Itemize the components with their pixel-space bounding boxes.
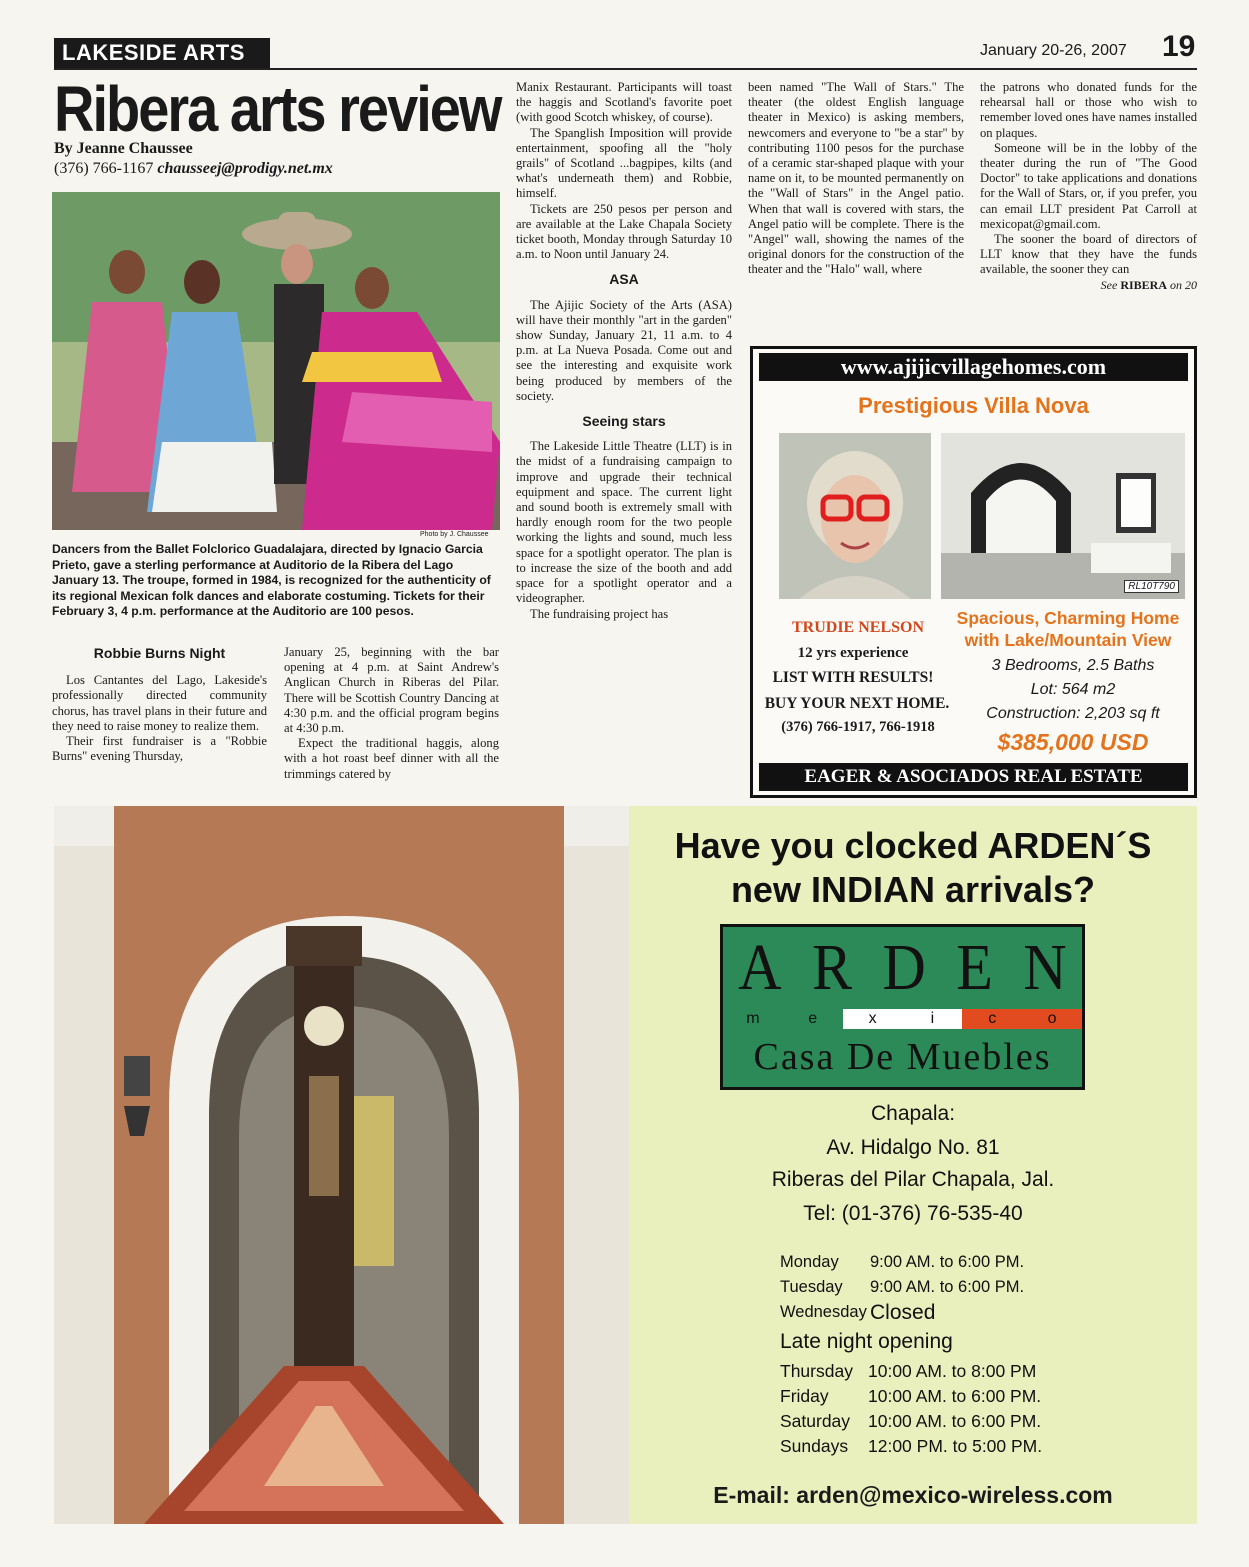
house-photo	[941, 433, 1185, 599]
hours-row	[780, 1434, 1042, 1459]
hours-day: Wednesday	[780, 1303, 867, 1321]
logo-band-letter: c	[962, 1009, 1022, 1029]
agent-portrait	[779, 433, 931, 599]
hours-row	[780, 1384, 1042, 1409]
hours-time: 10:00 AM. to 8:00 PM	[868, 1361, 1037, 1381]
hours-time: 9:00 AM. to 6:00 PM.	[870, 1253, 1025, 1271]
arden-hallway-photo	[54, 806, 629, 1524]
listing-feature-line-1: Spacious, Charming Home	[956, 608, 1180, 628]
logo-letter: R	[812, 930, 853, 1004]
photo-caption: Dancers from the Ballet Folclorico Guadalajara, directed by Ignacio Garcia Prieto, gave a sterling performance at Auditorio de la Ribera del Lago January 13. The troupe, formed in 1984, is recognized for the authenticity of its regional Mexican folk dances and elaborate costuming. Tickets for their February 3, 4 p.m. performance at the Auditorio are 100 pesos.	[52, 542, 491, 618]
page-number: 19	[1162, 30, 1196, 63]
agent-experience: 12 yrs experience	[797, 645, 909, 661]
logo-band-letter: m	[723, 1009, 783, 1029]
listing-bedrooms: 3 Bedrooms, 2.5 Baths	[991, 657, 1155, 674]
logo-subtitle: Casa De Muebles	[753, 1036, 1052, 1078]
author-email[interactable]: chausseej@prodigy.net.mx	[157, 160, 333, 177]
hours-time: 10:00 AM. to 6:00 PM.	[868, 1411, 1042, 1431]
logo-band-letter: i	[902, 1009, 962, 1029]
article-column-1	[52, 646, 267, 764]
late-night-label: Late night opening	[780, 1330, 953, 1353]
article-headline: Ribera arts review	[54, 72, 501, 145]
realestate-url[interactable]: www.ajijicvillagehomes.com	[759, 353, 1188, 381]
dancers-photo	[52, 192, 500, 530]
agency-name: EAGER & ASOCIADOS REAL ESTATE	[759, 763, 1188, 791]
see-prefix: See	[1100, 277, 1118, 292]
hours-day: Saturday	[780, 1411, 851, 1431]
logo-letter: N	[1023, 930, 1067, 1004]
paragraph: Los Cantantes del Lago, Lakeside's professionally directed community chorus, has travel plans in their future and they need to raise money to realize them.	[52, 673, 267, 733]
arden-headline	[629, 824, 1197, 912]
hours-day: Thursday	[780, 1361, 853, 1381]
arden-ad	[54, 806, 1197, 1524]
subhead-robbie-burns: Robbie Burns Night	[93, 645, 226, 661]
article-column-2	[284, 645, 499, 782]
hours-day: Sundays	[780, 1436, 849, 1456]
listing-construction: Construction: 2,203 sq ft	[986, 705, 1160, 722]
logo-mexico-band	[723, 1009, 1082, 1029]
paragraph: Tickets are 250 pesos per person and are available at the Lake Chapala Society ticket booth, Monday through Saturday 10 a.m. to Noon until January 24.	[516, 201, 732, 262]
real-estate-ad	[750, 346, 1197, 798]
hours-row	[780, 1275, 1042, 1300]
header-rule	[54, 68, 1197, 70]
listing-feature	[943, 607, 1193, 651]
listing-price: $385,000 USD	[997, 729, 1149, 755]
article-column-3	[516, 80, 732, 622]
logo-wordmark	[723, 930, 1082, 1006]
author-phone: (376) 766-1167	[54, 160, 154, 177]
arden-email[interactable]: E-mail: arden@mexico-wireless.com	[713, 1482, 1113, 1508]
paragraph: The Spanglish Imposition will provide entertainment, spoofing all the "holy grails" of Scotland ...bagpipes, kilts (and what's underneath them) and Robbie, himself.	[516, 125, 732, 201]
arden-area: Riberas del Pilar Chapala, Jal.	[771, 1168, 1055, 1191]
arden-street: Av. Hidalgo No. 81	[826, 1136, 1000, 1159]
hours-row	[780, 1300, 1042, 1325]
section-tag: LAKESIDE ARTS	[54, 38, 270, 68]
logo-letter: D	[882, 930, 926, 1004]
hours-row	[780, 1250, 1042, 1275]
hours-row	[780, 1409, 1042, 1434]
issue-date: January 20-26, 2007	[980, 42, 1127, 59]
arden-headline-line-2: new INDIAN arrivals?	[730, 869, 1096, 910]
paragraph: The sooner the board of directors of LLT know that they have the funds available, the sooner they can	[980, 232, 1197, 277]
arden-tel: Tel: (01-376) 76-535-40	[803, 1202, 1023, 1225]
author-contact	[54, 160, 333, 178]
article-column-5	[980, 80, 1197, 293]
hours-time: 9:00 AM. to 6:00 PM.	[870, 1278, 1025, 1296]
subhead-asa: ASA	[609, 271, 639, 288]
hours-day: Friday	[780, 1386, 829, 1406]
subhead-seeing-stars: Seeing stars	[582, 413, 666, 430]
continued-reference	[980, 278, 1197, 293]
agent-slogan-1: LIST WITH RESULTS!	[772, 669, 934, 686]
see-word: RIBERA	[1120, 277, 1167, 292]
logo-band-letter: x	[843, 1009, 903, 1029]
paragraph: The fundraising project has	[530, 606, 669, 621]
hours-time: Closed	[870, 1300, 936, 1324]
listing-feature-line-2: with Lake/Mountain View	[964, 630, 1172, 650]
hours-row	[780, 1359, 1042, 1384]
paragraph: The Lakeside Little Theatre (LLT) is in the midst of a fundraising campaign to improve and upgrade their technical equipment and space. The current light and sound booth is extremely small with hardly enough room for the two people working the lights and sound, much less space for a spotlight operator. The plan is to increase the size of the booth and add space for a spotlight operator and a videographer.	[516, 439, 732, 606]
paragraph: Expect the traditional haggis, along with a hot roast beef dinner with all the trimmings catered by	[284, 736, 499, 781]
paragraph: January 25, beginning with the bar opening at 4 p.m. at Saint Andrew's Anglican Church in Riberas del Pilar. There will be Scottish Country Dancing at 4:30 p.m. and the official program begins at 4:30 p.m.	[284, 645, 499, 736]
byline: By Jeanne Chaussee	[54, 140, 193, 157]
hours-day: Tuesday	[780, 1278, 843, 1296]
hallway-clock-illustration	[54, 806, 629, 1524]
hours-time: 10:00 AM. to 6:00 PM.	[868, 1386, 1042, 1406]
paragraph: the patrons who donated funds for the rehearsal hall or those who wish to remember loved ones have names installed on plaques.	[980, 80, 1197, 140]
paragraph: Manix Restaurant. Participants will toast the haggis and Scotland's favorite poet (with good Scotch whiskey, of course).	[516, 80, 732, 125]
agent-photo	[779, 433, 931, 599]
house-interior	[941, 433, 1185, 599]
agent-name: TRUDIE NELSON	[791, 619, 925, 636]
realestate-headline: Prestigious Villa Nova	[858, 393, 1089, 418]
logo-letter: A	[738, 930, 782, 1004]
logo-band-letter: o	[1022, 1009, 1082, 1029]
paragraph: Their first fundraiser is a "Robbie Burns" evening Thursday,	[52, 734, 267, 764]
see-suffix: on 20	[1170, 277, 1197, 292]
paragraph: The Ajijic Society of the Arts (ASA) will have their monthly "art in the garden" show Sunday, January 21, 11 a.m. to 4 p.m. at La Nueva Posada. Come out and see the interesting and exquisite work being produced by members of the society.	[516, 297, 732, 403]
paragraph: Someone will be in the lobby of the theater during the run of "The Good Doctor" to take applications and donations for the Wall of Stars, or, if you prefer, you can email LLT president Pat Carroll at mexicopat@gmail.com.	[980, 140, 1197, 231]
article-column-4	[748, 80, 964, 278]
paragraph: been named "The Wall of Stars." The theater (the oldest English language theater in Mexico) is asking members, newcomers and everyone to "be a star" by contributing 1100 pesos for the purchase of a ceramic star-shaped plaque with your name on it, to be mounted permanently on the "Wall of Stars" in the Angel patio. When that wall is covered with stars, the Angel patio will be complete. There is the "Angel" wall, showing the names of the original donors for the construction of the theater and the "Halo" wall, where	[748, 80, 964, 277]
listing-reference: RL10T790	[1124, 580, 1179, 593]
arden-headline-line-1: Have you clocked ARDEN´S	[674, 825, 1152, 866]
agent-slogan-2: BUY YOUR NEXT HOME.	[764, 695, 950, 712]
arden-logo	[720, 924, 1085, 1090]
arden-city: Chapala:	[870, 1102, 956, 1125]
agent-phones: (376) 766-1917, 766-1918	[781, 719, 935, 735]
photo-credit: Photo by J. Chaussee	[420, 531, 489, 538]
listing-lot: Lot: 564 m2	[1030, 681, 1116, 698]
dancers-illustration	[52, 192, 500, 530]
logo-band-letter: e	[783, 1009, 843, 1029]
arden-hours	[780, 1250, 1042, 1459]
hours-time: 12:00 PM. to 5:00 PM.	[868, 1436, 1043, 1456]
hours-day: Monday	[780, 1253, 839, 1271]
logo-letter: E	[956, 930, 993, 1004]
